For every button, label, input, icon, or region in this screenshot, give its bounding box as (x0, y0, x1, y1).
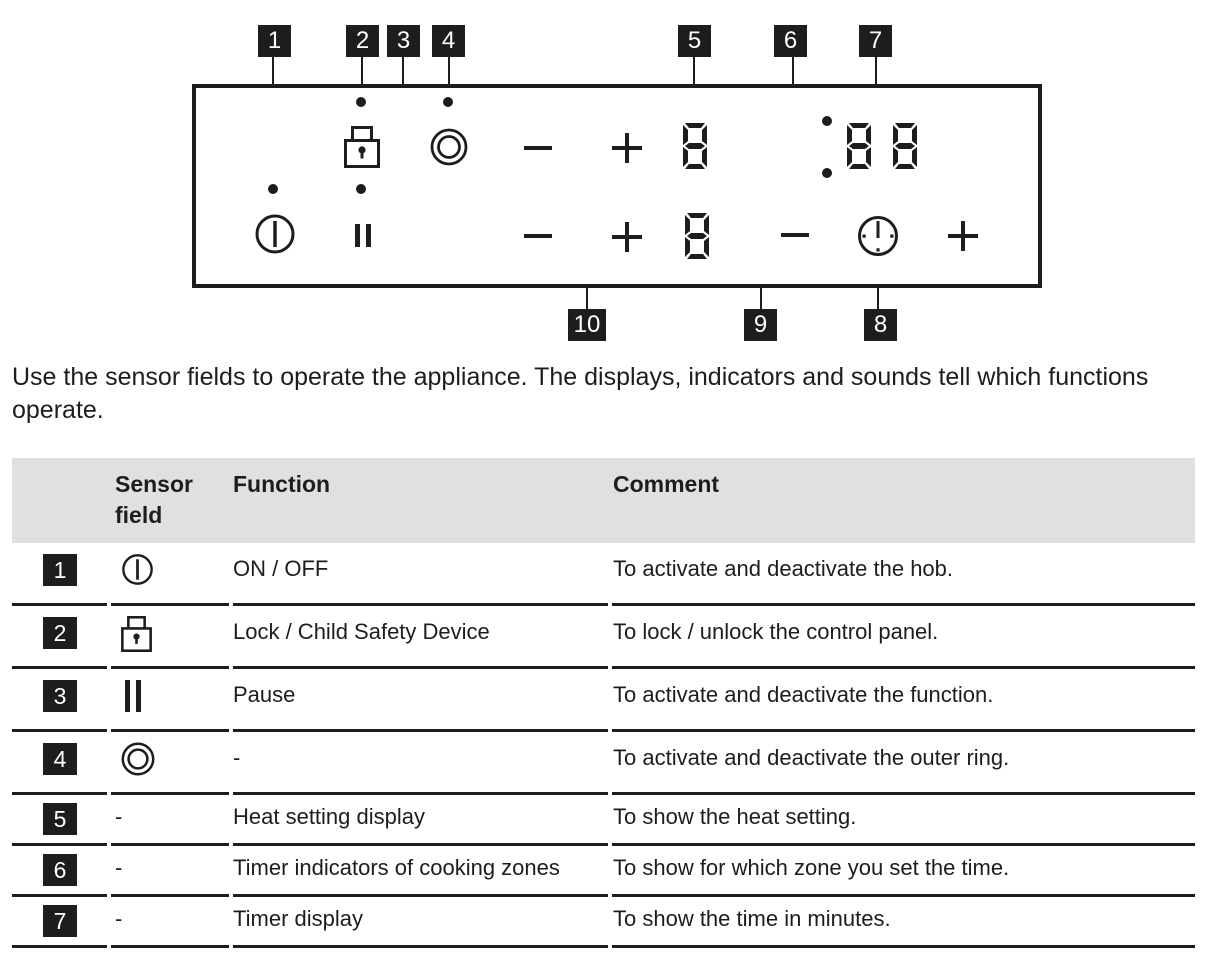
power-icon (121, 553, 154, 586)
timer-zone-indicator-dot-icon (822, 168, 832, 178)
lock-icon (121, 616, 152, 652)
indicator-dot-icon (356, 184, 366, 194)
function-cell: - (233, 732, 608, 795)
row-badge-2: 2 (43, 617, 77, 649)
callout-badge-7: 7 (859, 25, 892, 57)
heat-setting-display-top (682, 122, 708, 170)
table-row (12, 732, 1195, 795)
outer-ring-icon (121, 742, 155, 776)
callout-badge-5: 5 (678, 25, 711, 57)
control-panel-outline (192, 84, 1042, 288)
row-badge-3: 3 (43, 680, 77, 712)
table-header-row (12, 458, 1195, 543)
timer-clock-icon[interactable] (857, 215, 899, 257)
sensor-dash: - (115, 804, 123, 829)
table-row (12, 669, 1195, 732)
comment-cell: To show the time in minutes. (612, 897, 1195, 948)
timer-minus-icon[interactable] (781, 233, 809, 237)
sensor-dash: - (115, 906, 123, 931)
table-row (12, 846, 1195, 897)
indicator-dot-icon (356, 97, 366, 107)
callout-badge-4: 4 (432, 25, 465, 57)
row-badge-4: 4 (43, 743, 77, 775)
comment-cell: To show for which zone you set the time. (612, 846, 1195, 897)
plus-icon[interactable] (612, 133, 642, 163)
minus-icon[interactable] (524, 234, 552, 238)
pause-icon[interactable] (366, 224, 371, 247)
sensor-field-table (12, 458, 1195, 948)
minus-icon[interactable] (524, 146, 552, 150)
function-cell: ON / OFF (233, 543, 608, 606)
callout-badge-3: 3 (387, 25, 420, 57)
function-cell: Lock / Child Safety Device (233, 606, 608, 669)
row-badge-5: 5 (43, 803, 77, 835)
outer-ring-icon[interactable] (430, 128, 468, 166)
comment-cell: To show the heat setting. (612, 795, 1195, 846)
plus-icon[interactable] (612, 222, 642, 252)
row-badge-1: 1 (43, 554, 77, 586)
comment-cell: To activate and deactivate the function. (612, 669, 1195, 732)
timer-display-digit (846, 122, 872, 170)
function-cell: Heat setting display (233, 795, 608, 846)
table-row (12, 606, 1195, 669)
comment-cell: To activate and deactivate the hob. (612, 543, 1195, 606)
table-row (12, 543, 1195, 606)
table-row (12, 795, 1195, 846)
timer-plus-icon[interactable] (948, 221, 978, 251)
function-cell: Timer display (233, 897, 608, 948)
intro-text: Use the sensor fields to operate the appliance. The displays, indicators and sounds tell which functions operate. (12, 363, 1149, 424)
row-badge-7: 7 (43, 905, 77, 937)
indicator-dot-icon (443, 97, 453, 107)
function-cell: Pause (233, 669, 608, 732)
callout-badge-8: 8 (864, 309, 897, 341)
callout-badge-2: 2 (346, 25, 379, 57)
lock-icon[interactable] (344, 126, 380, 168)
heat-setting-display-bottom (684, 212, 710, 260)
pause-icon[interactable] (355, 224, 360, 247)
function-cell: Timer indicators of cooking zones (233, 846, 608, 897)
indicator-dot-icon (268, 184, 278, 194)
callout-badge-10: 10 (568, 309, 606, 341)
timer-display-digit (892, 122, 918, 170)
table-row (12, 897, 1195, 948)
sensor-dash: - (115, 855, 123, 880)
comment-cell: To activate and deactivate the outer ring. (612, 732, 1195, 795)
header-sensor-field: Sensor field (115, 471, 193, 528)
header-blank (12, 458, 107, 543)
callout-badge-9: 9 (744, 309, 777, 341)
callout-badge-1: 1 (258, 25, 291, 57)
timer-zone-indicator-dot-icon (822, 116, 832, 126)
header-function: Function (233, 471, 331, 497)
comment-cell: To lock / unlock the control panel. (612, 606, 1195, 669)
callout-badge-6: 6 (774, 25, 807, 57)
control-panel-diagram (0, 0, 1207, 352)
power-icon[interactable] (254, 213, 296, 255)
header-comment: Comment (613, 471, 720, 497)
pause-icon (125, 680, 229, 712)
row-badge-6: 6 (43, 854, 77, 886)
